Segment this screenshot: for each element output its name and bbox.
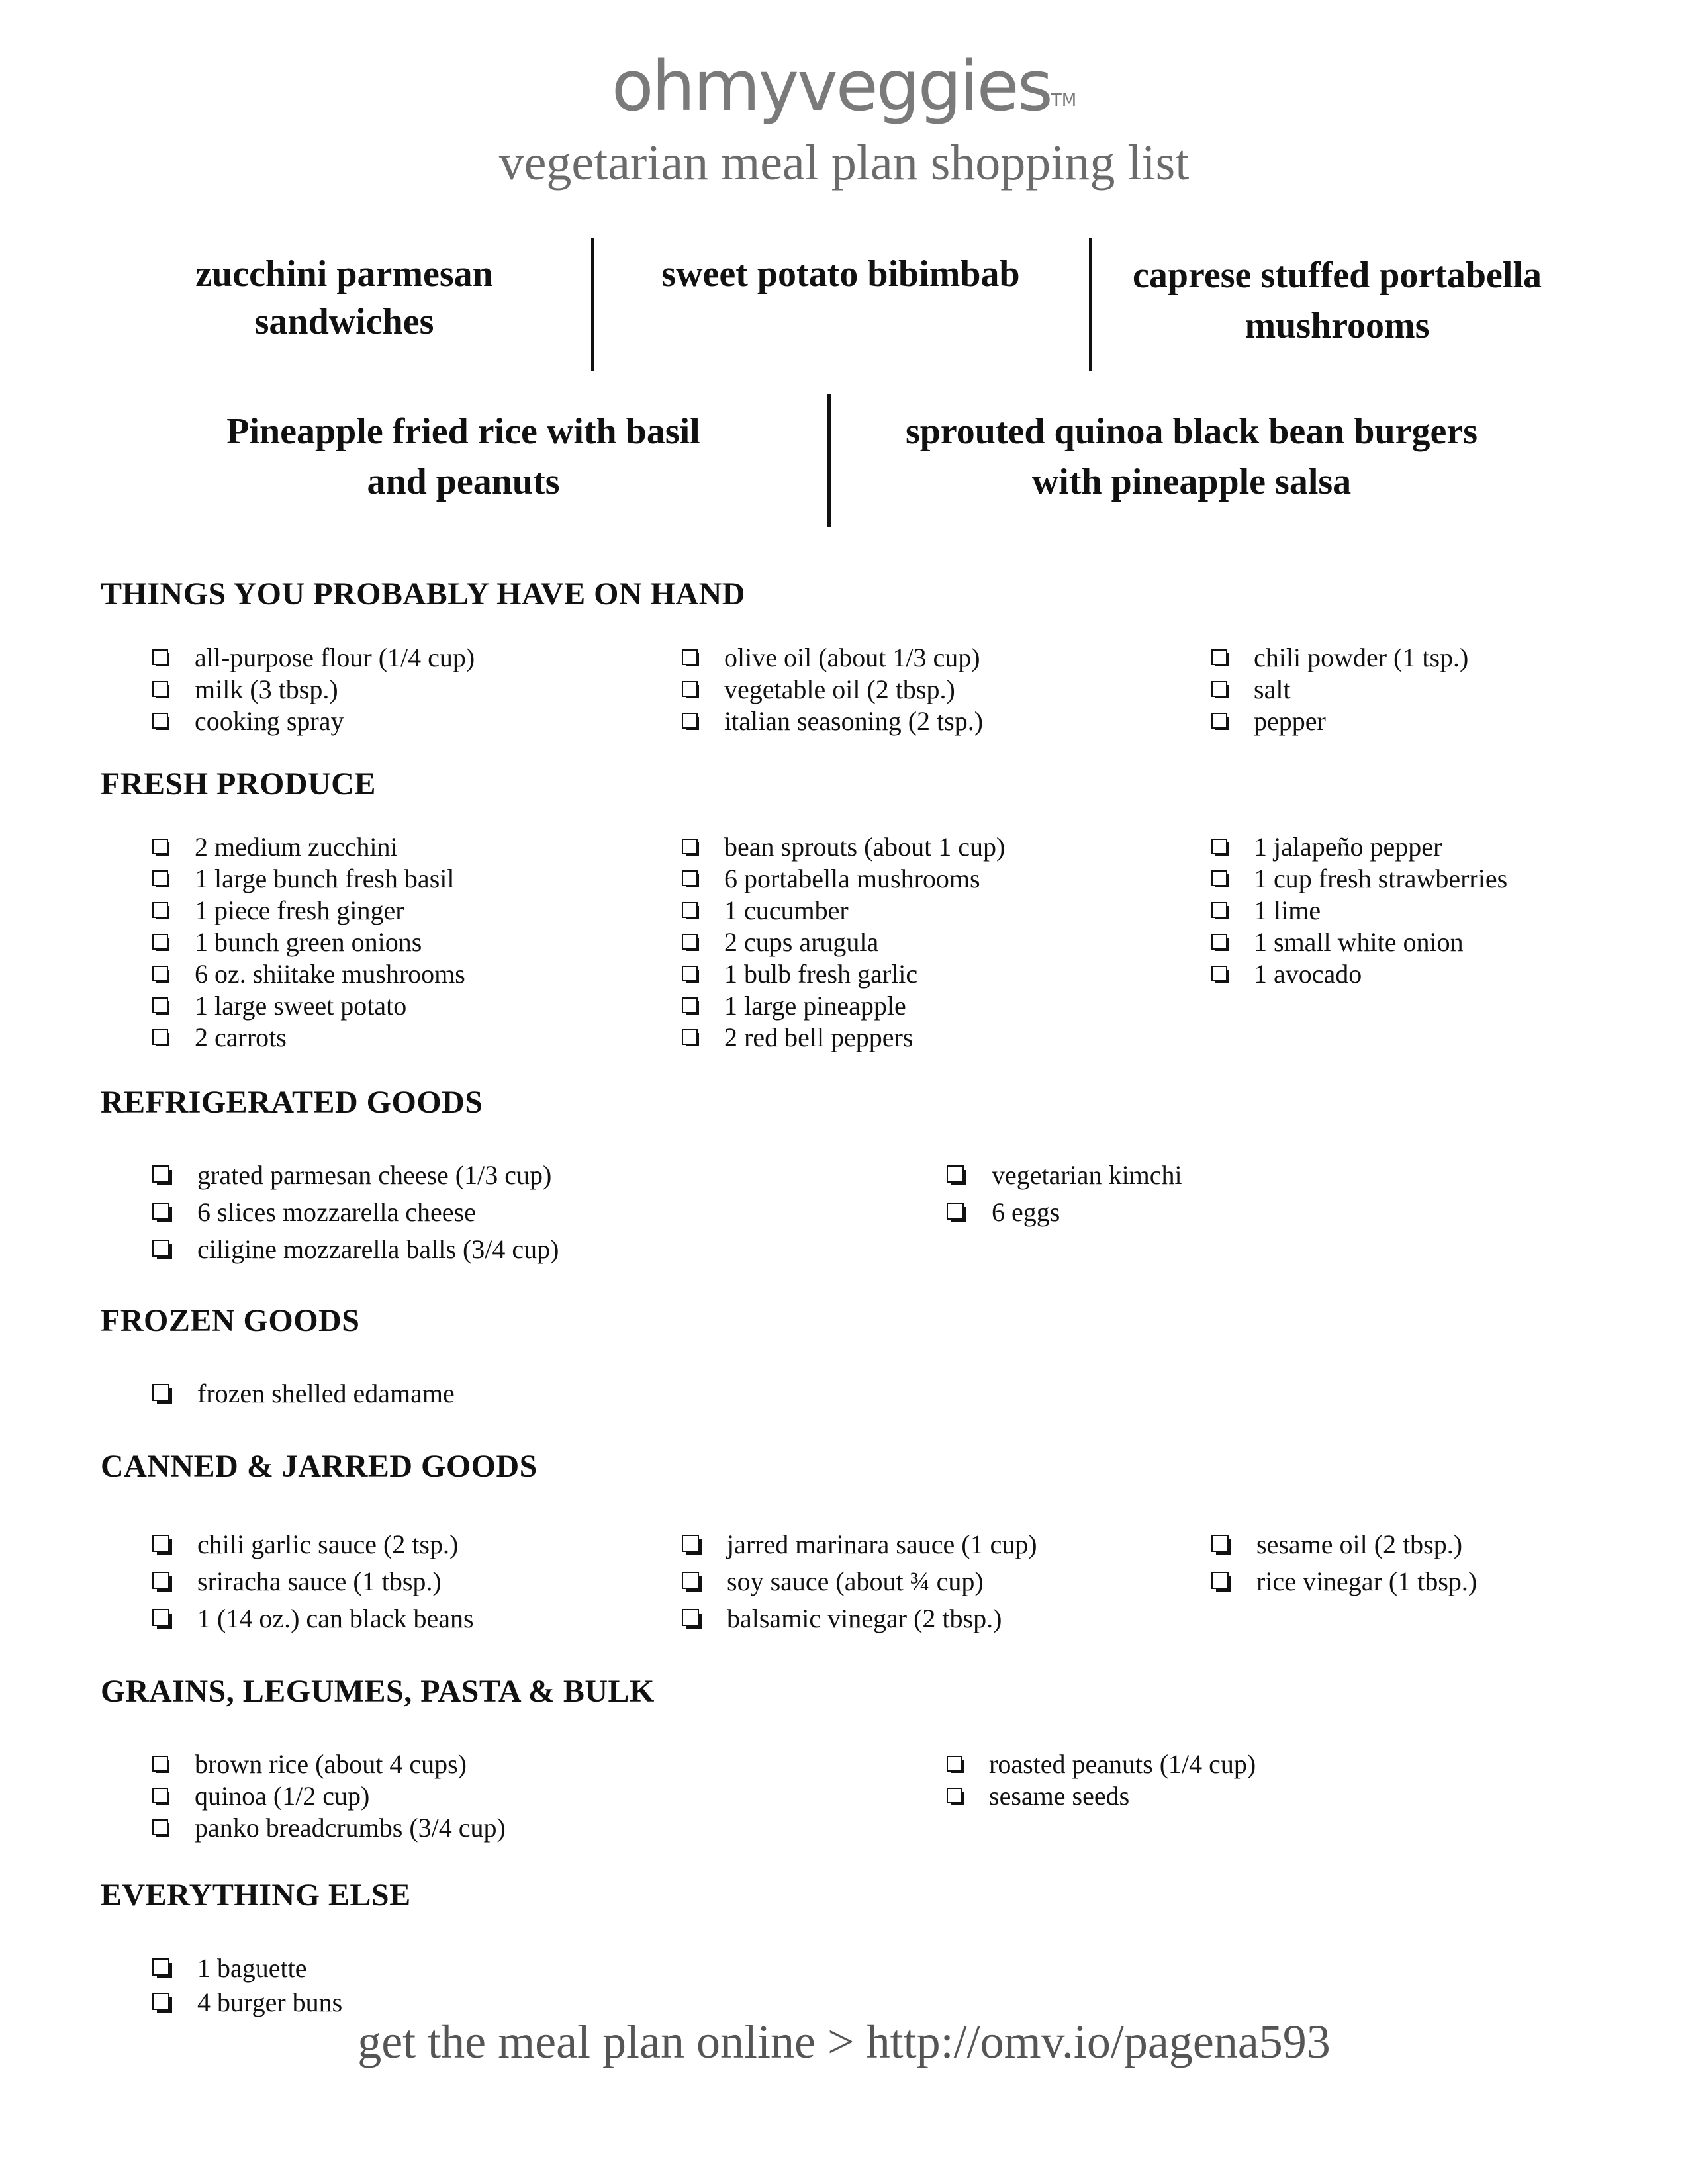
checklist-item-label: roasted peanuts (1/4 cup) [989,1749,1256,1779]
checkbox-icon[interactable] [152,839,169,856]
checklist-item[interactable] [152,1160,551,1191]
checkbox-icon[interactable] [682,966,699,983]
checklist-item-label: all-purpose flour (1/4 cup) [195,643,475,672]
checkbox-icon[interactable] [1211,713,1229,730]
checklist-item-label: chili garlic sauce (2 tsp.) [197,1529,459,1559]
section-title-on-hand: THINGS YOU PROBABLY HAVE ON HAND [101,576,745,612]
checkbox-icon[interactable] [152,1958,172,1978]
checklist-item[interactable] [152,895,404,927]
divider [1089,238,1092,371]
recipe-title-line: Pineapple fried rice with basil [226,411,700,452]
checklist-item[interactable] [682,927,878,958]
checkbox-icon[interactable] [682,997,699,1015]
checklist-item-label: 1 avocado [1254,959,1362,989]
checkbox-icon[interactable] [152,1535,172,1555]
checklist-item-label: 1 jalapeño pepper [1254,832,1442,862]
checklist-item-label: sesame oil (2 tbsp.) [1256,1529,1463,1559]
checklist-item[interactable] [682,958,917,990]
checkbox-icon[interactable] [682,1535,702,1555]
checklist-item[interactable] [152,1529,458,1561]
checkbox-icon[interactable] [152,1788,169,1805]
checkbox-icon[interactable] [152,1572,172,1592]
checklist-item[interactable] [1211,705,1326,737]
checklist-item[interactable] [682,1603,1002,1635]
page-title: vegetarian meal plan shopping list [498,135,1190,191]
divider [591,238,594,371]
checkbox-icon[interactable] [947,1756,964,1773]
checklist-item-label: sriracha sauce (1 tbsp.) [197,1567,442,1596]
checklist-item[interactable] [947,1160,1182,1191]
checkbox-icon[interactable] [152,1756,169,1773]
checklist-item-label: 2 carrots [195,1023,287,1052]
checkbox-icon[interactable] [152,1384,172,1404]
checkbox-icon[interactable] [152,713,169,730]
checklist-item[interactable] [682,642,980,674]
checklist-item[interactable] [152,705,344,737]
checklist-item[interactable] [152,1566,442,1598]
checklist-item[interactable] [682,990,906,1022]
recipe-title-line: with pineapple salsa [1031,461,1352,502]
checkbox-icon[interactable] [152,1993,172,2013]
checklist-item[interactable] [152,642,475,674]
footer-link[interactable]: get the meal plan online > http://omv.io/pagena593 [357,2015,1331,2068]
checklist-item-label: chili powder (1 tsp.) [1254,643,1469,672]
checkbox-icon[interactable] [152,1165,172,1185]
checklist-item[interactable] [682,895,849,927]
checkbox-icon[interactable] [682,870,699,887]
checkbox-icon[interactable] [1211,649,1229,666]
checklist-item-label: ciligine mozzarella balls (3/4 cup) [197,1234,559,1264]
section-title-canned: CANNED & JARRED GOODS [101,1449,538,1484]
checklist-item-label: bean sprouts (about 1 cup) [724,832,1006,862]
checklist-item-label: 2 cups arugula [724,927,879,957]
checklist-item[interactable] [152,1603,474,1635]
checkbox-icon[interactable] [1211,902,1229,919]
checklist-item[interactable] [682,674,955,705]
recipe-title [159,406,768,507]
checkbox-icon[interactable] [152,966,169,983]
recipe-title-line: and peanuts [367,461,560,502]
checklist-item-label: 1 large sweet potato [195,991,407,1021]
checklist-item-label: 1 baguette [197,1953,307,1983]
checkbox-icon[interactable] [152,902,169,919]
checklist-item-label: rice vinegar (1 tbsp.) [1256,1567,1477,1596]
checklist-item[interactable] [1211,1566,1477,1598]
checklist-item-label: 1 (14 oz.) can black beans [197,1604,474,1633]
checklist-item[interactable] [1211,642,1468,674]
checklist-item[interactable] [1211,927,1464,958]
recipe-title [609,250,1072,298]
checklist-item[interactable] [947,1780,1129,1812]
brand-logo [0,40,1688,132]
checklist-item-label: 6 eggs [992,1197,1060,1227]
checkbox-icon[interactable] [682,649,699,666]
divider [827,394,831,527]
checklist-item-label: balsamic vinegar (2 tbsp.) [727,1604,1002,1633]
checklist-item-label: 1 large bunch fresh basil [195,864,455,893]
checkbox-icon[interactable] [682,839,699,856]
checklist-item[interactable] [152,1749,467,1780]
checklist-item-label: salt [1254,674,1291,704]
checkbox-icon[interactable] [1211,966,1229,983]
checklist-item[interactable] [152,990,406,1022]
recipe-title [113,250,576,345]
checkbox-icon[interactable] [152,1819,169,1837]
checkbox-icon[interactable] [1211,870,1229,887]
checkbox-icon[interactable] [152,934,169,951]
checklist-item-label: 1 bunch green onions [195,927,422,957]
checklist-item-label: panko breadcrumbs (3/4 cup) [195,1813,506,1843]
logo-text: ohmyveggies [611,46,1051,126]
checkbox-icon[interactable] [1211,681,1229,698]
checklist-item[interactable] [1211,958,1362,990]
checklist-item-label: 2 medium zucchini [195,832,398,862]
checklist-item[interactable] [1211,831,1442,863]
checklist-item-label: 2 red bell peppers [724,1023,914,1052]
checklist-item-label: pepper [1254,706,1326,736]
checklist-item[interactable] [152,1234,559,1265]
checkbox-icon[interactable] [152,681,169,698]
checklist-item-label: 6 slices mozzarella cheese [197,1197,476,1227]
checklist-item[interactable] [1211,895,1321,927]
checklist-item-label: brown rice (about 4 cups) [195,1749,467,1779]
checklist-item-label: 6 portabella mushrooms [724,864,980,893]
checklist-item[interactable] [947,1197,1060,1228]
checklist-item-label: soy sauce (about ¾ cup) [727,1567,984,1596]
checklist-item-label: 1 cucumber [724,895,849,925]
checkbox-icon[interactable] [947,1165,966,1185]
checkbox-icon[interactable] [1211,839,1229,856]
checklist-item-label: 1 large pineapple [724,991,906,1021]
recipe-title-line: sprouted quinoa black bean burgers [905,411,1478,452]
checklist-item[interactable] [152,674,338,705]
checkbox-icon[interactable] [1211,1535,1231,1555]
checklist-item-label: sesame seeds [989,1781,1130,1811]
section-title-everything-else: EVERYTHING ELSE [101,1878,411,1913]
checklist-item-label: frozen shelled edamame [197,1379,455,1408]
checklist-item[interactable] [152,1780,369,1812]
checkbox-icon[interactable] [682,1572,702,1592]
recipe-title [1105,250,1569,351]
checkbox-icon[interactable] [1211,1572,1231,1592]
checklist-item[interactable] [682,831,1005,863]
checklist-item-label: milk (3 tbsp.) [195,674,338,704]
section-title-produce: FRESH PRODUCE [101,766,376,801]
section-title-refrigerated: REFRIGERATED GOODS [101,1085,483,1120]
recipe-title-line: mushrooms [1244,305,1430,346]
checklist-item-label: cooking spray [195,706,344,736]
checklist-item[interactable] [1211,1529,1462,1561]
checklist-item[interactable] [152,927,422,958]
checkbox-icon[interactable] [682,1029,699,1046]
checkbox-icon[interactable] [152,997,169,1015]
checklist-item[interactable] [947,1749,1256,1780]
checkbox-icon[interactable] [682,681,699,698]
checklist-item[interactable] [152,831,398,863]
checklist-item-label: 1 piece fresh ginger [195,895,404,925]
checklist-item[interactable] [152,1812,506,1844]
checkbox-icon[interactable] [152,870,169,887]
checkbox-icon[interactable] [682,934,699,951]
checkbox-icon[interactable] [152,1609,172,1629]
checklist-item[interactable] [682,863,980,895]
checkbox-icon[interactable] [682,713,699,730]
checkbox-icon[interactable] [152,1029,169,1046]
checkbox-icon[interactable] [152,1203,172,1222]
checklist-item-label: olive oil (about 1/3 cup) [724,643,980,672]
recipe-title-line: zucchini parmesan [195,253,493,295]
checklist-item-label: 1 lime [1254,895,1321,925]
checklist-item[interactable] [152,958,465,990]
checkbox-icon[interactable] [947,1203,966,1222]
checklist-item-label: vegetable oil (2 tbsp.) [724,674,955,704]
checklist-item[interactable] [152,863,454,895]
checklist-item[interactable] [682,1529,1037,1561]
checkbox-icon[interactable] [152,1240,172,1259]
checkbox-icon[interactable] [152,649,169,666]
recipe-title-line: sandwiches [254,301,434,342]
recipe-title-line: sweet potato bibimbab [661,253,1020,295]
checklist-item-label: 1 cup fresh strawberries [1254,864,1508,893]
checklist-item-label: 4 burger buns [197,1987,343,2017]
checklist-item[interactable] [152,1952,307,1984]
checkbox-icon[interactable] [682,902,699,919]
checkbox-icon[interactable] [947,1788,964,1805]
checklist-item[interactable] [152,1197,476,1228]
section-title-grains: GRAINS, LEGUMES, PASTA & BULK [101,1674,655,1709]
checklist-item-label: quinoa (1/2 cup) [195,1781,370,1811]
checklist-item-label: 6 oz. shiitake mushrooms [195,959,465,989]
section-title-frozen: FROZEN GOODS [101,1303,360,1338]
checklist-item[interactable] [1211,863,1507,895]
recipe-title-line: caprese stuffed portabella [1133,255,1542,296]
checklist-item-label: italian seasoning (2 tsp.) [724,706,984,736]
checklist-item[interactable] [682,1022,913,1054]
checklist-item[interactable] [682,1566,984,1598]
checklist-item[interactable] [682,705,983,737]
checklist-item[interactable] [152,1022,287,1054]
checklist-item-label: 1 small white onion [1254,927,1464,957]
logo-trademark: TM [1051,91,1077,111]
checklist-item[interactable] [1211,674,1291,705]
checklist-item-label: vegetarian kimchi [992,1160,1182,1190]
checklist-item-label: grated parmesan cheese (1/3 cup) [197,1160,552,1190]
checklist-item-label: jarred marinara sauce (1 cup) [727,1529,1037,1559]
checklist-item[interactable] [152,1378,455,1410]
recipe-title [854,406,1529,507]
checklist-item-label: 1 bulb fresh garlic [724,959,918,989]
checkbox-icon[interactable] [682,1609,702,1629]
checkbox-icon[interactable] [1211,934,1229,951]
